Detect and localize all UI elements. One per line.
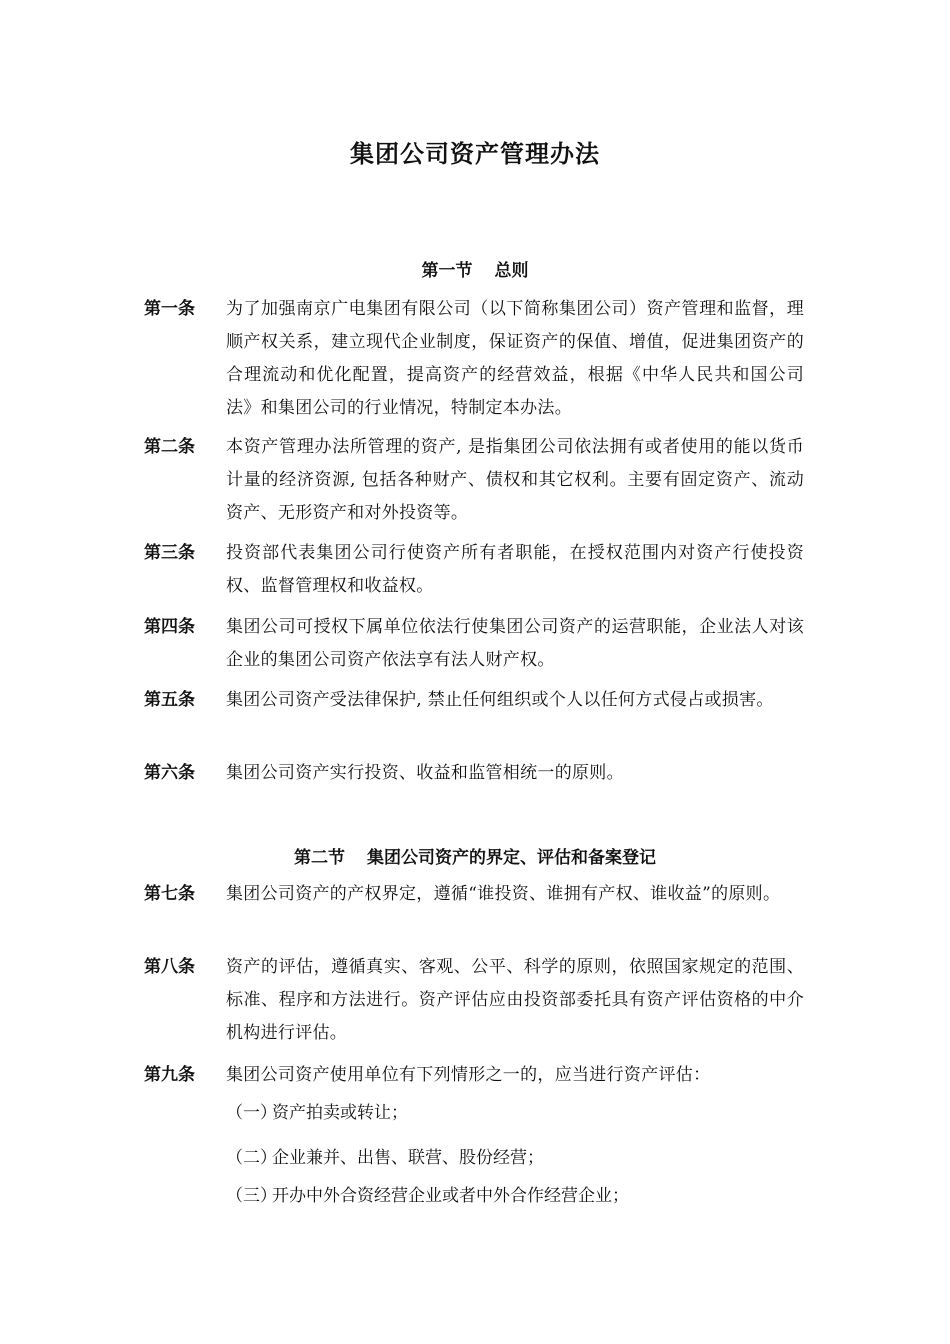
list-item <box>226 1180 629 1213</box>
article-7 <box>144 878 804 911</box>
article-4 <box>144 611 804 677</box>
article-label: 第八条 <box>144 957 195 977</box>
section-number: 第二节 <box>294 848 345 868</box>
list-item-number: （三） <box>226 1186 277 1206</box>
article-text: 集团公司可授权下属单位依法行使集团公司资产的运营职能，企业法人对该企业的集团公司资产依法享有法人财产权。 <box>226 617 804 670</box>
section-number: 第一节 <box>421 261 473 281</box>
article-label: 第六条 <box>144 763 195 783</box>
article-label: 第一条 <box>144 299 195 319</box>
article-label: 第五条 <box>144 690 195 710</box>
article-label: 第九条 <box>144 1065 195 1085</box>
article-label: 第三条 <box>144 543 195 563</box>
article-3 <box>144 537 804 603</box>
article-text: 本资产管理办法所管理的资产, 是指集团公司依法拥有或者使用的能以货币计量的经济资源, 包括各种财产、债权和其它权利。主要有固定资产、流动资产、无形资产和对外投资等。 <box>226 437 804 523</box>
article-text: 投资部代表集团公司行使资产所有者职能，在授权范围内对资产行使投资权、监督管理权和收益权。 <box>226 543 804 596</box>
article-text: 集团公司资产的产权界定，遵循“谁投资、谁拥有产权、谁收益”的原则。 <box>226 884 781 904</box>
list-item-text: 开办中外合资经营企业或者中外合作经营企业； <box>272 1186 629 1206</box>
section-heading: 总则 <box>494 261 529 281</box>
article-2 <box>144 431 804 530</box>
section-heading: 集团公司资产的界定、评估和备案登记 <box>367 848 656 868</box>
article-text: 集团公司资产使用单位有下列情形之一的，应当进行资产评估： <box>226 1065 711 1085</box>
article-8 <box>144 951 804 1050</box>
article-6 <box>144 757 804 790</box>
list-item <box>226 1142 544 1175</box>
list-item-text: 资产拍卖或转让； <box>272 1103 408 1123</box>
document-title: 集团公司资产管理办法 <box>350 140 600 168</box>
article-label: 第四条 <box>144 617 195 637</box>
article-1 <box>144 293 804 425</box>
article-5 <box>144 684 804 717</box>
section-title-1 <box>0 256 950 281</box>
article-text: 集团公司资产实行投资、收益和监管相统一的原则。 <box>226 763 624 783</box>
list-item-number: （一） <box>226 1103 277 1123</box>
article-label: 第二条 <box>144 437 195 457</box>
article-text: 集团公司资产受法律保护, 禁止任何组织或个人以任何方式侵占或损害。 <box>226 690 774 710</box>
article-text: 资产的评估，遵循真实、客观、公平、科学的原则，依照国家规定的范围、标准、程序和方法进行。资产评估应由投资部委托具有资产评估资格的中介机构进行评估。 <box>226 957 804 1043</box>
list-item-text: 企业兼并、出售、联营、股份经营； <box>272 1148 544 1168</box>
section-title-2 <box>0 843 950 868</box>
article-9 <box>144 1059 804 1092</box>
list-item <box>226 1097 408 1130</box>
article-text: 为了加强南京广电集团有限公司（以下简称集团公司）资产管理和监督，理顺产权关系，建立现代企业制度，保证资产的保值、增值，促进集团资产的合理流动和优化配置，提高资产的经营效益，根据《中华人民共和国公司法》和集团公司的行业情况，特制定本办法。 <box>226 299 804 418</box>
article-label: 第七条 <box>144 884 195 904</box>
list-item-number: （二） <box>226 1148 277 1168</box>
